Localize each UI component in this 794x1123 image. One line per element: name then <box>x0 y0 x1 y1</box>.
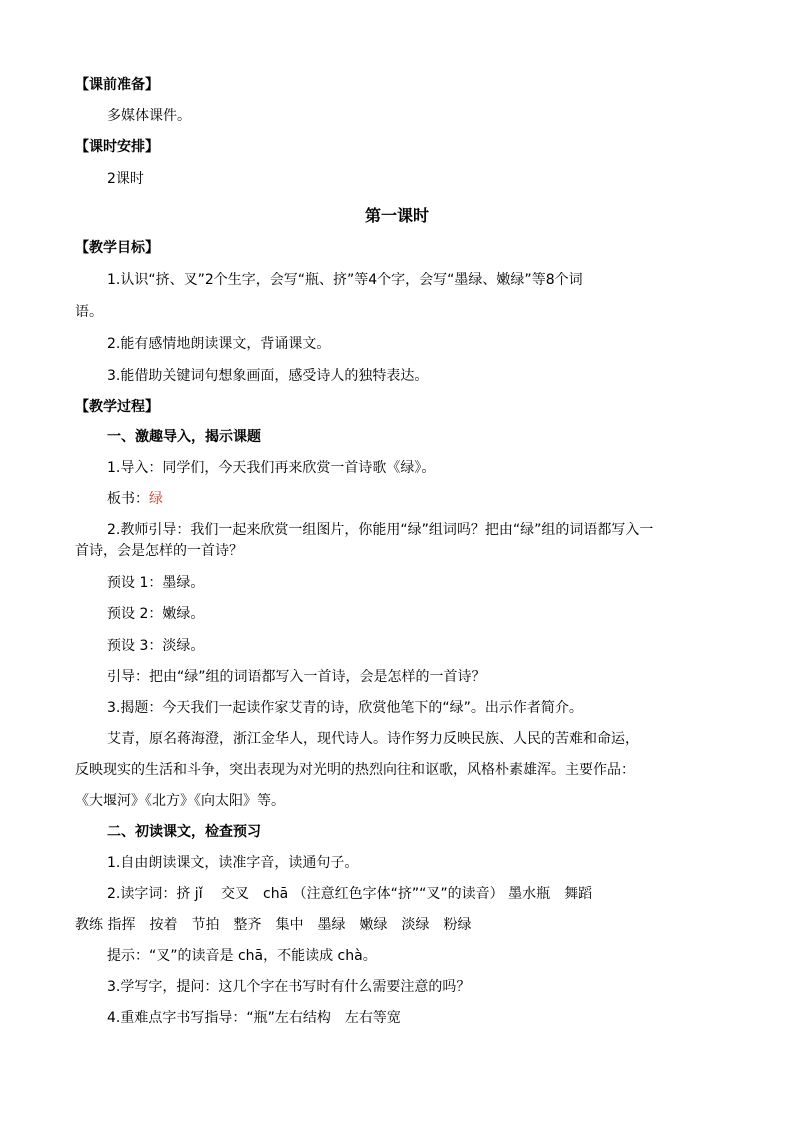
process-heading: 【教学过程】 <box>75 399 159 415</box>
section-2-writing-question: 3.学写字，提问：这几个字在书写时有什么需要注意的吗？ <box>107 979 471 995</box>
prep-content: 多媒体课件。 <box>107 108 191 124</box>
pronunciation-hint: 提示：“叉”的读音是 chā，不能读成 chà。 <box>107 948 377 964</box>
board-word: 绿 <box>149 491 163 507</box>
author-bio-line-1: 艾青，原名蒋海澄，浙江金华人，现代诗人。诗作努力反映民族、人民的苦难和命运， <box>107 731 639 747</box>
section-1-reveal: 3.揭题：今天我们一起读作家艾青的诗，欣赏他笔下的“绿”。出示作者简介。 <box>107 700 583 716</box>
preset-3: 预设 3：淡绿。 <box>107 638 205 654</box>
goal-item-1-line-1: 1.认识“挤、叉”2个生字，会写“瓶、挤”等4个字，会写“墨绿、嫩绿”等8个词 <box>107 272 583 288</box>
section-2-title: 二、初读课文，检查预习 <box>107 824 261 840</box>
schedule-heading: 【课时安排】 <box>75 139 159 155</box>
section-2-read: 1.自由朗读课文，读准字音，读通句子。 <box>107 855 359 871</box>
goals-heading: 【教学目标】 <box>75 240 159 256</box>
section-1-intro: 1.导入：同学们，今天我们再来欣赏一首诗歌《绿》。 <box>107 460 436 476</box>
section-1-guide-line-2: 首诗，会是怎样的一首诗？ <box>75 543 243 559</box>
goal-item-2: 2.能有感情地朗读课文，背诵课文。 <box>107 336 331 352</box>
author-bio-line-3: 《大堰河》《北方》《向太阳》等。 <box>75 793 285 809</box>
schedule-content: 2课时 <box>107 171 144 187</box>
section-2-writing-guide: 4.重难点字书写指导：“瓶”左右结构 左右等宽 <box>107 1010 401 1026</box>
preset-2: 预设 2：嫩绿。 <box>107 606 205 622</box>
section-1-guide-line-1: 2.教师引导：我们一起来欣赏一组图片，你能用“绿”组词吗？把由“绿”组的词语都写入一 <box>107 522 654 538</box>
section-1-title: 一、激趣导入，揭示课题 <box>107 429 261 445</box>
board-writing <box>107 489 757 509</box>
section-2-words-line-1: 2.读字词：挤 jǐ 交叉 chā （注意红色字体“挤”“叉”的读音） 墨水瓶 舞蹈 <box>107 886 593 902</box>
prep-heading: 【课前准备】 <box>75 77 159 93</box>
goal-item-3: 3.能借助关键词句想象画面，感受诗人的独特表达。 <box>107 368 429 384</box>
goal-item-1-line-2: 语。 <box>75 304 103 320</box>
lesson-title: 第一课时 <box>364 206 429 225</box>
board-label: 板书： <box>107 491 149 507</box>
preset-1: 预设 1：墨绿。 <box>107 575 205 591</box>
author-bio-line-2: 反映现实的生活和斗争，突出表现为对光明的热烈向往和讴歌，风格朴素雄浑。主要作品： <box>75 762 635 778</box>
guide-text: 引导：把由“绿”组的词语都写入一首诗，会是怎样的一首诗？ <box>107 669 486 685</box>
section-2-words-line-2: 教练 指挥 按着 节拍 整齐 集中 墨绿 嫩绿 淡绿 粉绿 <box>75 917 472 933</box>
